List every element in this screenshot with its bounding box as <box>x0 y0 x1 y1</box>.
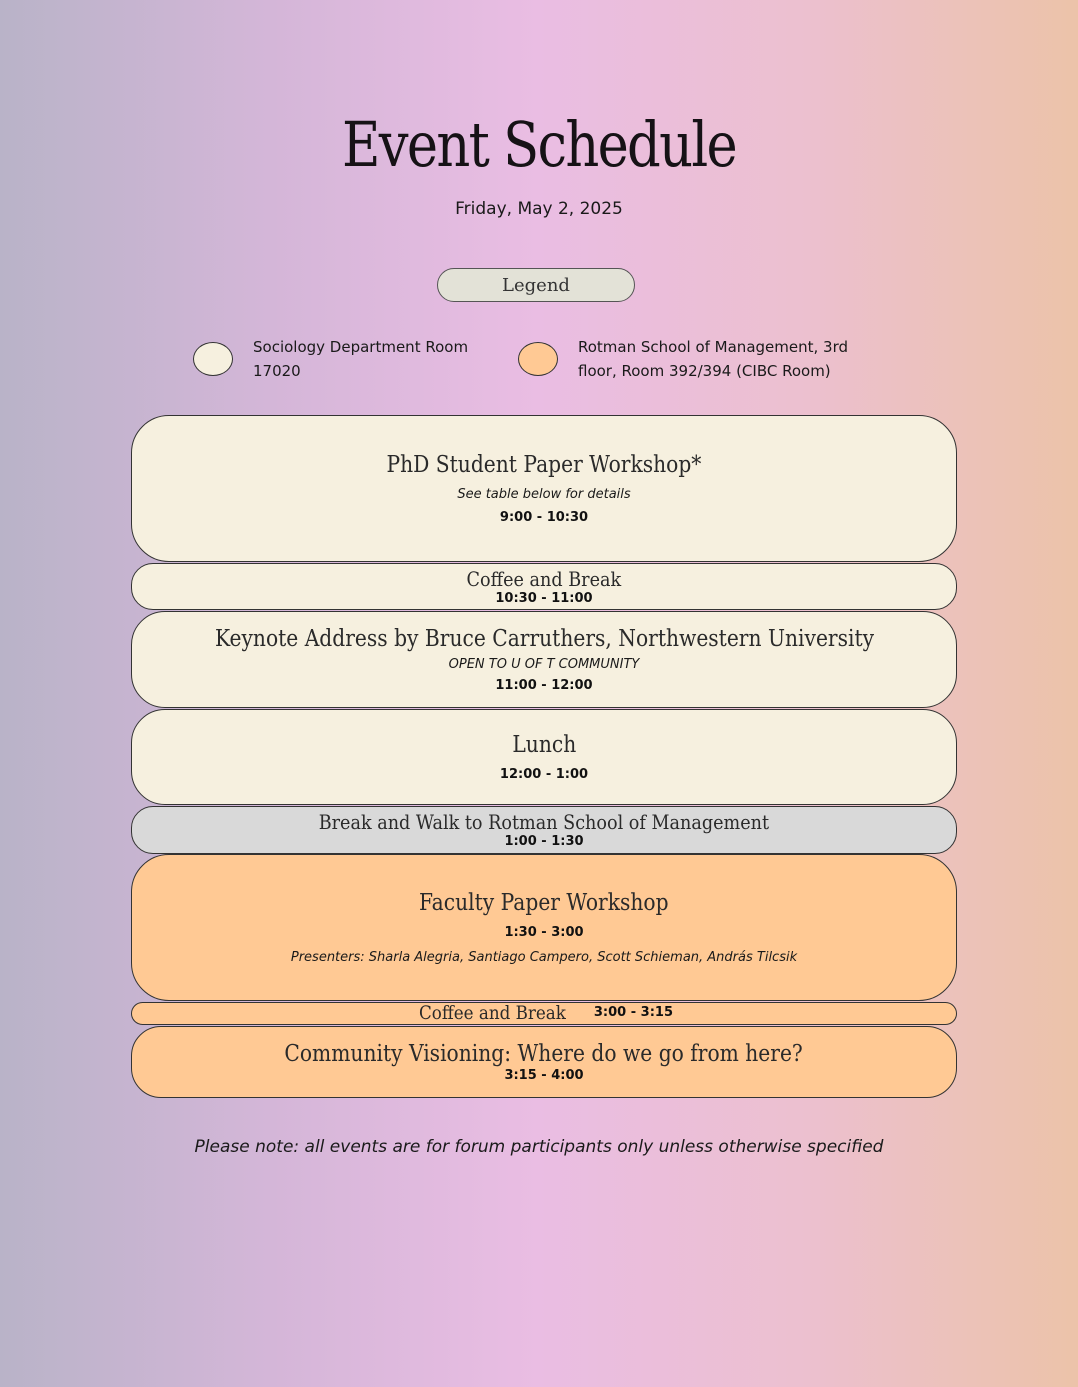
event-block-phd-workshop <box>131 415 957 562</box>
legend-item-sociology <box>193 335 468 383</box>
legend-line: 17020 <box>253 362 301 380</box>
legend-item-rotman <box>518 335 848 383</box>
event-time: 9:00 - 10:30 <box>499 509 589 525</box>
legend-swatch-cream <box>193 342 233 376</box>
event-title: PhD Student Paper Workshop* <box>386 452 702 479</box>
page-title: Event Schedule <box>342 108 736 181</box>
event-block-coffee-break <box>131 563 957 610</box>
event-time: 1:00 - 1:30 <box>504 834 584 849</box>
event-date: Friday, May 2, 2025 <box>455 199 623 219</box>
event-title: Break and Walk to Rotman School of Management <box>318 810 770 834</box>
event-title: Coffee and Break <box>466 566 622 591</box>
event-block-lunch <box>131 709 957 805</box>
event-time: 11:00 - 12:00 <box>495 677 593 693</box>
event-time: 3:15 - 4:00 <box>504 1067 584 1083</box>
event-time: 1:30 - 3:00 <box>504 924 584 940</box>
event-time: 12:00 - 1:00 <box>499 766 589 782</box>
event-block-walk <box>131 806 957 854</box>
event-title: Keynote Address by Bruce Carruthers, Northwestern University <box>214 626 874 653</box>
legend-label: Legend <box>437 268 635 302</box>
event-title: Lunch <box>512 732 576 759</box>
event-block-keynote <box>131 611 957 708</box>
legend-text <box>253 335 468 383</box>
legend-line: Rotman School of Management, 3rd <box>578 338 848 356</box>
event-subtitle: See table below for details <box>457 486 631 502</box>
event-presenters: Presenters: Sharla Alegria, Santiago Campero, Scott Schieman, András Tilcsik <box>290 949 798 965</box>
event-title: Community Visioning: Where do we go from here? <box>284 1041 804 1068</box>
event-block-faculty-workshop <box>131 854 957 1001</box>
legend-line: Sociology Department Room <box>253 338 469 356</box>
legend-line: floor, Room 392/394 (CIBC Room) <box>578 362 831 380</box>
event-title: Faculty Paper Workshop <box>419 890 669 917</box>
footer-note: Please note: all events are for forum participants only unless otherwise specified <box>194 1137 884 1157</box>
event-block-community-visioning <box>131 1026 957 1098</box>
event-title: Coffee and Break <box>418 1001 566 1024</box>
event-block-coffee-break-2 <box>131 1002 957 1025</box>
legend-text <box>578 335 848 383</box>
event-time: 3:00 - 3:15 <box>593 1004 674 1020</box>
legend-swatch-peach <box>518 342 558 376</box>
event-time: 10:30 - 11:00 <box>495 590 593 606</box>
event-subtitle: OPEN TO U OF T COMMUNITY <box>448 656 640 672</box>
